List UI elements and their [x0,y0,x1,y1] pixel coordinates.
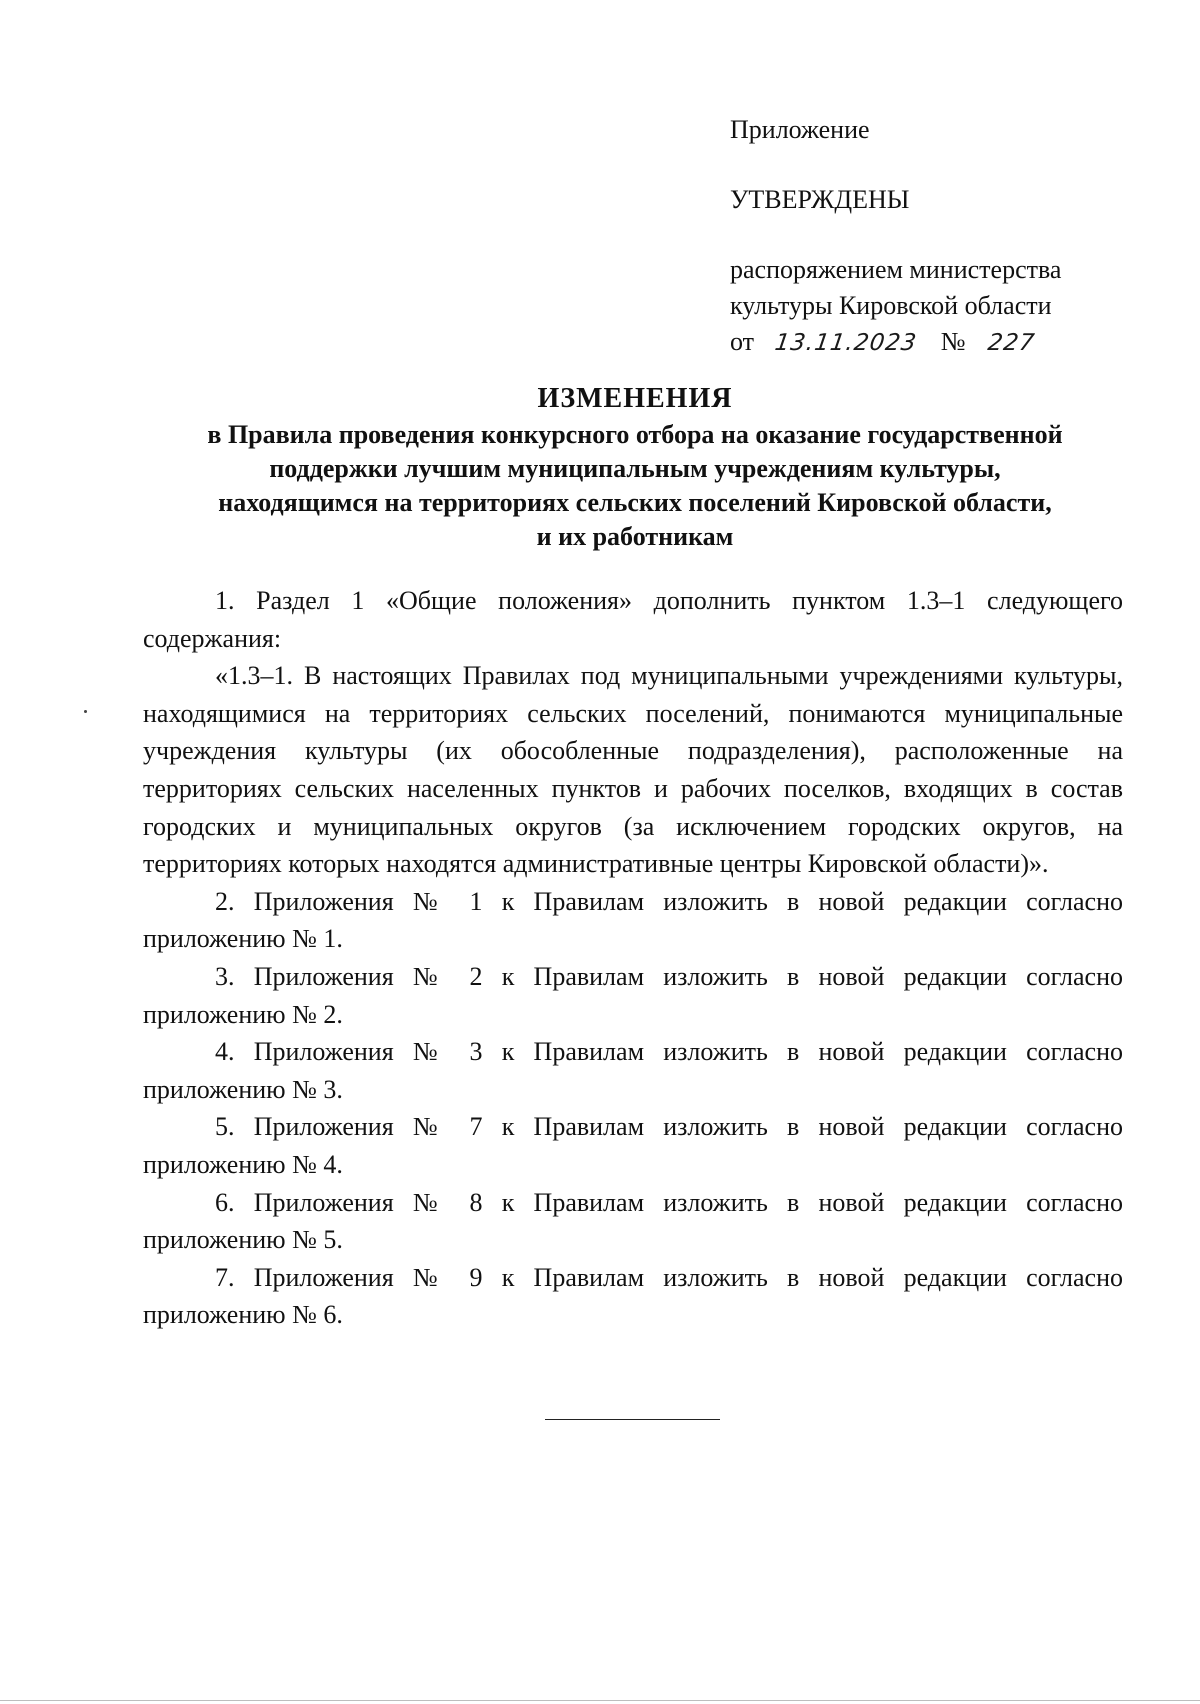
from-prefix: от [730,327,755,356]
scan-bottom-edge [0,1700,1200,1701]
heading-line-3: находящимся на территориях сельских поселений Кировской области, [218,488,1052,517]
approval-block [730,112,1160,361]
approval-date-line [730,324,1160,361]
paragraph-item-5: 5. Приложения № 7 к Правилам изложить в новой редакции согласно приложению № 4. [143,1112,1123,1179]
appendix-label: Приложение [730,115,870,144]
approval-line-2: культуры Кировской области [730,291,1052,320]
document-body [143,582,1123,1334]
paragraph-item-4: 4. Приложения № 3 к Правилам изложить в новой редакции согласно приложению № 3. [143,1037,1123,1104]
handwritten-number: 227 [986,330,1037,356]
paragraph-item-7: 7. Приложения № 9 к Правилам изложить в новой редакции согласно приложению № 6. [143,1262,1123,1330]
approval-line-1: распоряжением министерства [730,255,1062,284]
heading-line-1: в Правила проведения конкурсного отбора на оказание государственной [207,420,1063,449]
number-sign: № [940,327,966,356]
paragraph-item-2: 2. Приложения № 1 к Правилам изложить в новой редакции согласно приложению № 1. [143,886,1123,954]
heading-line-4: и их работникам [536,522,734,551]
heading-line-2: поддержки лучшим муниципальным учреждениям культуры, [269,454,1001,483]
handwritten-date: 13.11.2023 [772,330,919,356]
scan-speck [84,710,87,713]
closing-rule [545,1419,720,1420]
document-title: ИЗМЕНЕНИЯ [537,383,733,414]
paragraph-item-3: 3. Приложения № 2 к Правилам изложить в новой редакции согласно приложению № 2. [143,961,1123,1029]
paragraph-item-6: 6. Приложения № 8 к Правилам изложить в новой редакции согласно приложению № 5. [143,1187,1123,1255]
paragraph-quoted-definition: «1.3–1. В настоящих Правилах под муниципальными учреждениями культуры, находящимися на территориях сельских поселений, понимаются муниципальные учреждения культуры (их обособленные подразделения), расположенные на территориях сельских населенных пунктов и рабочих поселков, входящих в состав городских и муниципальных округов (за исключением городских округов, на территориях которых находятся административные центры Кировской области)». [143,661,1123,879]
document-heading [110,382,1160,554]
paragraph-item-1: 1. Раздел 1 «Общие положения» дополнить пунктом 1.3–1 следующего содержания: [143,586,1123,653]
approved-label: УТВЕРЖДЕНЫ [730,185,910,214]
